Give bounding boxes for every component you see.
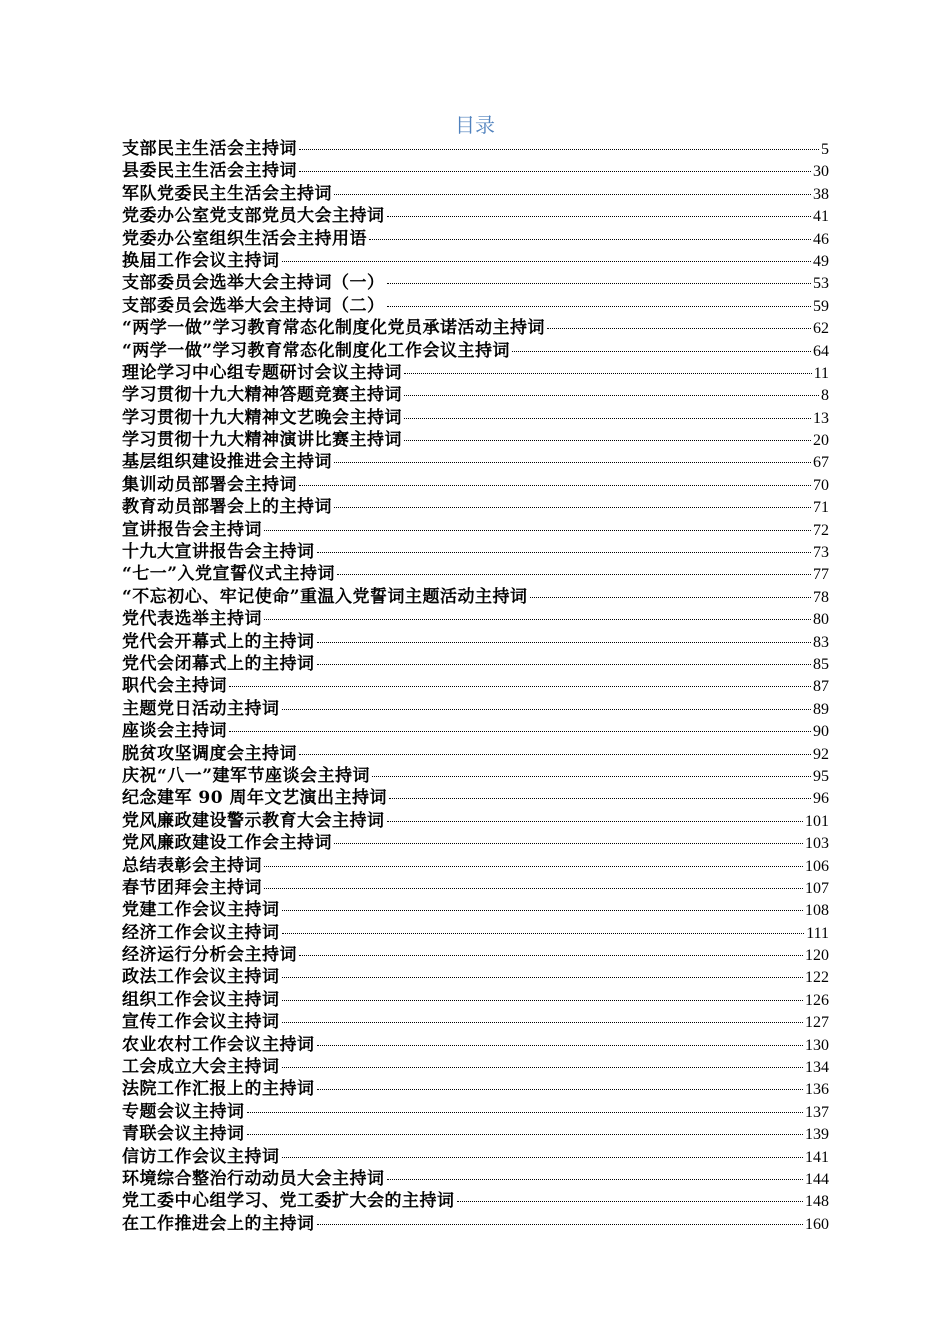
toc-entry-title: 学习贯彻十九大精神演讲比赛主持词	[122, 430, 402, 451]
toc-entry-title: 党风廉政建设工作会主持词	[122, 833, 332, 854]
toc-entry-page-number: 64	[813, 342, 829, 360]
toc-entry-page-number: 77	[813, 566, 829, 584]
dot-leader	[404, 417, 811, 419]
dot-leader	[282, 1021, 804, 1023]
dot-leader	[282, 909, 804, 911]
toc-entry[interactable]	[122, 451, 829, 473]
toc-entry-title: 党代会闭幕式上的主持词	[122, 653, 315, 674]
dot-leader	[317, 1223, 804, 1225]
dot-leader	[299, 954, 803, 956]
toc-entry-title: 支部委员会选举大会主持词（二）	[122, 295, 385, 316]
toc-entry[interactable]	[122, 205, 829, 227]
toc-entry-page-number: 139	[805, 1126, 829, 1144]
dot-leader	[334, 842, 803, 844]
dot-leader	[334, 193, 811, 195]
toc-entry-page-number: 46	[813, 230, 829, 248]
toc-entry[interactable]	[122, 989, 829, 1011]
dot-leader	[547, 327, 811, 329]
dot-leader	[317, 641, 812, 643]
dot-leader	[387, 282, 812, 284]
toc-entry-page-number: 89	[813, 700, 829, 718]
dot-leader	[229, 685, 811, 687]
dot-leader	[334, 506, 811, 508]
toc-entry[interactable]	[122, 541, 829, 563]
toc-entry-page-number: 73	[813, 544, 829, 562]
dot-leader	[299, 148, 819, 150]
toc-entry-title: 在工作推进会上的主持词	[122, 1213, 315, 1234]
toc-entry-page-number: 96	[813, 790, 829, 808]
toc-entry-title: 环境综合整治行动动员大会主持词	[122, 1168, 385, 1189]
toc-entry-title: 纪念建军 90 周年文艺演出主持词	[122, 788, 387, 809]
toc-entry-page-number: 30	[813, 163, 829, 181]
toc-entry[interactable]	[122, 922, 829, 944]
toc-entry-title: 教育动员部署会上的主持词	[122, 497, 332, 518]
toc-entry-page-number: 111	[806, 924, 829, 942]
dot-leader	[299, 170, 811, 172]
toc-entry[interactable]	[122, 429, 829, 451]
dot-leader	[282, 1066, 804, 1068]
toc-entry[interactable]	[122, 743, 829, 765]
dot-leader	[387, 1178, 804, 1180]
toc-entry-page-number: 72	[813, 521, 829, 539]
toc-entry-title: 信访工作会议主持词	[122, 1146, 280, 1167]
toc-entry-page-number: 80	[813, 611, 829, 629]
toc-entry-page-number: 95	[813, 767, 829, 785]
toc-entry-page-number: 160	[805, 1215, 829, 1233]
dot-leader	[457, 1200, 804, 1202]
toc-entry-page-number: 41	[813, 208, 829, 226]
toc-entry-title: 脱贫攻坚调度会主持词	[122, 743, 297, 764]
dot-leader	[247, 1111, 804, 1113]
dot-leader	[404, 439, 811, 441]
toc-entry[interactable]	[122, 1078, 829, 1100]
toc-entry[interactable]	[122, 563, 829, 585]
dot-leader	[299, 484, 811, 486]
toc-entry-title: 党委办公室党支部党员大会主持词	[122, 206, 385, 227]
toc-entry[interactable]	[122, 1101, 829, 1123]
toc-entry-title: 十九大宣讲报告会主持词	[122, 542, 315, 563]
toc-entry-title: 县委民主生活会主持词	[122, 161, 297, 182]
dot-leader	[264, 865, 803, 867]
dot-leader	[317, 551, 812, 553]
toc-entry-page-number: 53	[813, 275, 829, 293]
toc-entry[interactable]	[122, 608, 829, 630]
toc-entry-page-number: 137	[805, 1103, 829, 1121]
dot-leader	[282, 260, 812, 262]
toc-entry-title: 经济工作会议主持词	[122, 922, 280, 943]
toc-entry[interactable]	[122, 317, 829, 339]
toc-entry[interactable]	[122, 384, 829, 406]
toc-entry[interactable]	[122, 698, 829, 720]
dot-leader	[387, 215, 812, 217]
toc-entry-title: 农业农村工作会议主持词	[122, 1034, 315, 1055]
toc-entry-page-number: 122	[805, 969, 829, 987]
dot-leader	[264, 618, 811, 620]
toc-entry-page-number: 127	[805, 1014, 829, 1032]
toc-entry-page-number: 92	[813, 745, 829, 763]
toc-entry[interactable]	[122, 1011, 829, 1033]
toc-entry-title: 基层组织建设推进会主持词	[122, 452, 332, 473]
toc-entry-page-number: 49	[813, 252, 829, 270]
toc-entry-title: “两学一做”学习教育常态化制度化党员承诺活动主持词	[122, 318, 546, 339]
toc-entry-page-number: 78	[813, 588, 829, 606]
toc-entry-title: 经济运行分析会主持词	[122, 945, 297, 966]
dot-leader	[387, 305, 812, 307]
toc-entry-title: 总结表彰会主持词	[122, 855, 262, 876]
toc-entry-page-number: 67	[813, 454, 829, 472]
dot-leader	[282, 932, 805, 934]
toc-entry-page-number: 11	[813, 364, 829, 382]
toc-entry-page-number: 106	[805, 857, 829, 875]
toc-entry-page-number: 83	[813, 633, 829, 651]
toc-entry-page-number: 20	[813, 432, 829, 450]
toc-entry-page-number: 85	[813, 655, 829, 673]
dot-leader	[530, 596, 811, 598]
toc-entry-page-number: 8	[821, 387, 829, 405]
toc-entry[interactable]	[122, 631, 829, 653]
toc-entry-title: 宣传工作会议主持词	[122, 1012, 280, 1033]
toc-entry-page-number: 59	[813, 297, 829, 315]
dot-leader	[264, 529, 811, 531]
toc-entry-page-number: 13	[813, 409, 829, 427]
dot-leader	[372, 775, 811, 777]
toc-entry-page-number: 130	[805, 1036, 829, 1054]
toc-entry[interactable]	[122, 765, 829, 787]
toc-entry[interactable]	[122, 720, 829, 742]
toc-entry-page-number: 108	[805, 902, 829, 920]
toc-entry[interactable]	[122, 362, 829, 384]
toc-entry[interactable]	[122, 1213, 829, 1235]
toc-entry-title: 党工委中心组学习、党工委扩大会的主持词	[122, 1191, 455, 1212]
toc-entry[interactable]	[122, 272, 829, 294]
toc-entry[interactable]	[122, 1056, 829, 1078]
toc-entry[interactable]	[122, 675, 829, 697]
toc-entry-title: 理论学习中心组专题研讨会议主持词	[122, 362, 402, 383]
toc-entry-page-number: 5	[821, 141, 829, 158]
toc-entry-page-number: 70	[813, 476, 829, 494]
toc-entry[interactable]	[122, 855, 829, 877]
toc-entry-title: 主题党日活动主持词	[122, 698, 280, 719]
dot-leader	[282, 708, 812, 710]
toc-entry[interactable]	[122, 474, 829, 496]
toc-entry[interactable]	[122, 160, 829, 182]
toc-entry-title: 法院工作汇报上的主持词	[122, 1079, 315, 1100]
toc-entry[interactable]	[122, 407, 829, 429]
toc-entry[interactable]	[122, 519, 829, 541]
toc-entry[interactable]	[122, 877, 829, 899]
toc-entry-title: 职代会主持词	[122, 676, 227, 697]
dot-leader	[389, 797, 811, 799]
toc-entry[interactable]	[122, 250, 829, 272]
toc-entry-page-number: 107	[805, 879, 829, 897]
dot-leader	[317, 1088, 804, 1090]
dot-leader	[337, 573, 811, 575]
toc-entry-title: “七一”入党宣誓仪式主持词	[122, 564, 336, 585]
toc-entry[interactable]	[122, 1034, 829, 1056]
toc-entry-page-number: 148	[805, 1193, 829, 1211]
toc-entry[interactable]	[122, 295, 829, 317]
dot-leader	[369, 238, 811, 240]
dot-leader	[264, 887, 803, 889]
toc-entry-title: 支部民主生活会主持词	[122, 139, 297, 159]
toc-entry[interactable]	[122, 1190, 829, 1212]
toc-entry-page-number: 134	[805, 1059, 829, 1077]
toc-entry-title: 集训动员部署会主持词	[122, 474, 297, 495]
toc-entry-page-number: 120	[805, 947, 829, 965]
toc-heading: 目录	[455, 113, 495, 137]
toc-entry[interactable]	[122, 832, 829, 854]
dot-leader	[404, 394, 819, 396]
toc-entry-title: 政法工作会议主持词	[122, 967, 280, 988]
dot-leader	[282, 976, 804, 978]
toc-entry-page-number: 90	[813, 723, 829, 741]
toc-entry-title: 支部委员会选举大会主持词（一）	[122, 273, 385, 294]
toc-entry-title: 党委办公室组织生活会主持用语	[122, 228, 367, 249]
toc-entry-title: 学习贯彻十九大精神文艺晚会主持词	[122, 407, 402, 428]
toc-entry-page-number: 136	[805, 1081, 829, 1099]
toc-entry[interactable]	[122, 1168, 829, 1190]
toc-entry[interactable]	[122, 1123, 829, 1145]
toc-entry[interactable]	[122, 966, 829, 988]
dot-leader	[512, 350, 811, 352]
toc-entry-title: 座谈会主持词	[122, 721, 227, 742]
dot-leader	[247, 1133, 804, 1135]
toc-entry-page-number: 62	[813, 320, 829, 338]
toc-entry-page-number: 103	[805, 835, 829, 853]
dot-leader	[282, 1156, 804, 1158]
toc-entry-page-number: 87	[813, 678, 829, 696]
dot-leader	[334, 461, 811, 463]
toc-entry-title: 组织工作会议主持词	[122, 989, 280, 1010]
toc-entry[interactable]	[122, 787, 829, 809]
toc-entry-page-number: 141	[805, 1148, 829, 1166]
toc-entry-title: 工会成立大会主持词	[122, 1057, 280, 1078]
toc-entry-page-number: 144	[805, 1170, 829, 1188]
dot-leader	[282, 999, 804, 1001]
toc-entry-title: “两学一做”学习教育常态化制度化工作会议主持词	[122, 340, 511, 361]
toc-entry[interactable]	[122, 944, 829, 966]
toc-entry[interactable]	[122, 653, 829, 675]
toc-entry-title: 党代表选举主持词	[122, 609, 262, 630]
dot-leader	[404, 372, 812, 374]
toc-entry[interactable]	[122, 138, 829, 160]
toc-entry-page-number: 38	[813, 185, 829, 203]
toc-entry-title: 军队党委民主生活会主持词	[122, 183, 332, 204]
dot-leader	[317, 1044, 804, 1046]
toc-entry-title: 党风廉政建设警示教育大会主持词	[122, 810, 385, 831]
toc-entry[interactable]	[122, 496, 829, 518]
dot-leader	[317, 663, 812, 665]
toc-entry-page-number: 126	[805, 991, 829, 1009]
toc-entry[interactable]	[122, 340, 829, 362]
toc-entry-title: 党建工作会议主持词	[122, 900, 280, 921]
toc-entry-title: 宣讲报告会主持词	[122, 519, 262, 540]
toc-entry[interactable]	[122, 810, 829, 832]
toc-entry[interactable]	[122, 899, 829, 921]
toc-entry-title: 庆祝“八一”建军节座谈会主持词	[122, 765, 371, 786]
toc-entry[interactable]	[122, 586, 829, 608]
toc-entry-title: 青联会议主持词	[122, 1124, 245, 1145]
toc-entry-title: 春节团拜会主持词	[122, 877, 262, 898]
toc-entry-title: “不忘初心、牢记使命”重温入党誓词主题活动主持词	[122, 586, 528, 607]
toc-entry-title: 换届工作会议主持词	[122, 250, 280, 271]
toc-entry-page-number: 71	[813, 499, 829, 517]
toc-entry-title: 专题会议主持词	[122, 1101, 245, 1122]
table-of-contents	[122, 138, 829, 1235]
toc-entry-page-number: 101	[805, 812, 829, 830]
dot-leader	[387, 820, 804, 822]
toc-entry-title: 党代会开幕式上的主持词	[122, 631, 315, 652]
toc-entry[interactable]	[122, 1146, 829, 1168]
toc-entry-title: 学习贯彻十九大精神答题竞赛主持词	[122, 385, 402, 406]
toc-entry[interactable]	[122, 228, 829, 250]
dot-leader	[229, 730, 811, 732]
toc-entry[interactable]	[122, 183, 829, 205]
dot-leader	[299, 753, 811, 755]
